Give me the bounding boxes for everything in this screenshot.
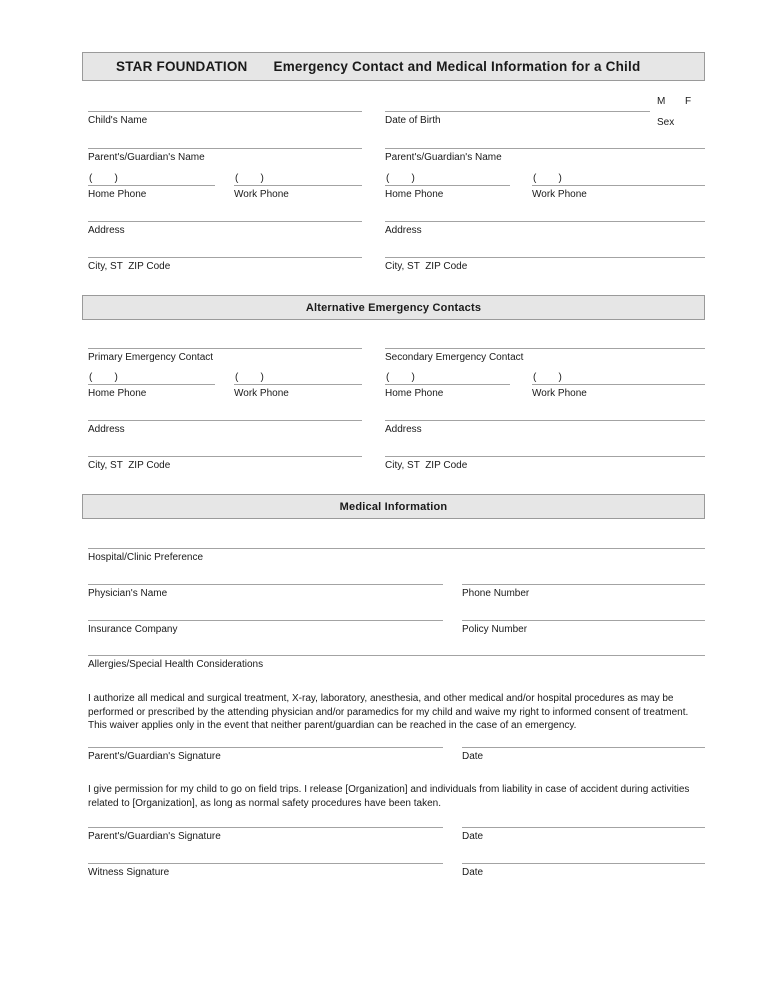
- parent1-work-phone-field[interactable]: [234, 173, 362, 200]
- primary-contact-name-field[interactable]: [88, 348, 362, 363]
- parent2-name-field[interactable]: [385, 148, 705, 163]
- date-label: Date: [462, 867, 484, 878]
- home-phone-label: Home Phone: [88, 189, 147, 200]
- witness-date-field[interactable]: [462, 863, 705, 878]
- physician-phone-field[interactable]: [462, 584, 705, 599]
- date-label: Date: [462, 831, 484, 842]
- phone-parens: ( ): [89, 372, 118, 383]
- organization-name: STAR FOUNDATION: [116, 59, 248, 74]
- secondary-contact-label: Secondary Emergency Contact: [385, 352, 524, 363]
- allergies-label: Allergies/Special Health Considerations: [88, 659, 264, 670]
- authorization-date-field[interactable]: [462, 747, 705, 762]
- alternative-contacts-title: Alternative Emergency Contacts: [305, 301, 482, 314]
- insurance-company-label: Insurance Company: [88, 624, 178, 635]
- parent2-name-label: Parent's/Guardian's Name: [385, 152, 502, 163]
- city-st-zip-label: City, ST ZIP Code: [88, 460, 171, 471]
- phone-parens: ( ): [235, 173, 264, 184]
- insurance-company-field[interactable]: [88, 620, 443, 635]
- work-phone-label: Work Phone: [532, 189, 587, 200]
- phone-parens: ( ): [386, 372, 415, 383]
- witness-signature-field[interactable]: [88, 863, 443, 878]
- parent1-name-field[interactable]: [88, 148, 362, 163]
- parent1-city-field[interactable]: [88, 257, 362, 272]
- guardian-signature-label: Parent's/Guardian's Signature: [88, 831, 221, 842]
- city-st-zip-label: City, ST ZIP Code: [385, 460, 468, 471]
- address-label: Address: [88, 225, 125, 236]
- phone-number-label: Phone Number: [462, 588, 530, 599]
- medical-information-title: Medical Information: [339, 500, 448, 513]
- primary-address-field[interactable]: [88, 420, 362, 435]
- date-of-birth-label: Date of Birth: [385, 115, 441, 126]
- city-st-zip-label: City, ST ZIP Code: [88, 261, 171, 272]
- childs-name-field[interactable]: [88, 111, 362, 126]
- parent2-home-phone-field[interactable]: [385, 173, 510, 200]
- address-label: Address: [385, 424, 422, 435]
- secondary-home-phone-field[interactable]: [385, 372, 510, 399]
- physician-name-label: Physician's Name: [88, 588, 168, 599]
- work-phone-label: Work Phone: [532, 388, 587, 399]
- phone-parens: ( ): [89, 173, 118, 184]
- primary-home-phone-field[interactable]: [88, 372, 215, 399]
- home-phone-label: Home Phone: [385, 189, 444, 200]
- address-label: Address: [385, 225, 422, 236]
- address-label: Address: [88, 424, 125, 435]
- phone-parens: ( ): [235, 372, 264, 383]
- phone-parens: ( ): [533, 372, 562, 383]
- allergies-field[interactable]: [88, 655, 705, 670]
- phone-parens: ( ): [386, 173, 415, 184]
- work-phone-label: Work Phone: [234, 189, 289, 200]
- phone-parens: ( ): [533, 173, 562, 184]
- parent2-city-field[interactable]: [385, 257, 705, 272]
- primary-work-phone-field[interactable]: [234, 372, 362, 399]
- alternative-contacts-header: [82, 295, 705, 320]
- hospital-preference-field[interactable]: [88, 548, 705, 563]
- date-label: Date: [462, 751, 484, 762]
- home-phone-label: Home Phone: [385, 388, 444, 399]
- parent1-home-phone-field[interactable]: [88, 173, 215, 200]
- date-of-birth-field[interactable]: [385, 111, 650, 126]
- secondary-city-field[interactable]: [385, 456, 705, 471]
- guardian-signature-label: Parent's/Guardian's Signature: [88, 751, 221, 762]
- authorization-signature-field[interactable]: [88, 747, 443, 762]
- home-phone-label: Home Phone: [88, 388, 147, 399]
- policy-number-label: Policy Number: [462, 624, 528, 635]
- parent1-name-label: Parent's/Guardian's Name: [88, 152, 205, 163]
- sex-option-male[interactable]: M: [657, 96, 666, 107]
- childs-name-label: Child's Name: [88, 115, 148, 126]
- primary-contact-label: Primary Emergency Contact: [88, 352, 214, 363]
- sex-option-female[interactable]: F: [685, 96, 692, 107]
- secondary-work-phone-field[interactable]: [532, 372, 705, 399]
- authorization-paragraph: I authorize all medical and surgical treatment, X-ray, laboratory, anesthesia, and other medical and/or hospital procedures as may be performed or prescribed by the attending physician and/or paramedics for my child and waive my right to informed consent of treatment. This waiver applies only in the event that neither parent/guardian can be reached in the case of an emergency.: [88, 693, 689, 731]
- work-phone-label: Work Phone: [234, 388, 289, 399]
- city-st-zip-label: City, ST ZIP Code: [385, 261, 468, 272]
- primary-city-field[interactable]: [88, 456, 362, 471]
- field-trips-signature-field[interactable]: [88, 827, 443, 842]
- parent2-work-phone-field[interactable]: [532, 173, 705, 200]
- sex-label: Sex: [657, 117, 675, 128]
- policy-number-field[interactable]: [462, 620, 705, 635]
- medical-information-header: [82, 494, 705, 519]
- field-trips-date-field[interactable]: [462, 827, 705, 842]
- physician-name-field[interactable]: [88, 584, 443, 599]
- parent2-address-field[interactable]: [385, 221, 705, 236]
- witness-signature-label: Witness Signature: [88, 867, 170, 878]
- secondary-contact-name-field[interactable]: [385, 348, 705, 363]
- form-title: Emergency Contact and Medical Information for a Child: [273, 59, 641, 74]
- field-trips-paragraph: I give permission for my child to go on field trips. I release [Organization] and individuals from liability in case of accident during activities related to [Organization], as long as normal safety procedures have been taken.: [88, 784, 690, 809]
- secondary-address-field[interactable]: [385, 420, 705, 435]
- form-title-bar: [82, 52, 705, 81]
- parent1-address-field[interactable]: [88, 221, 362, 236]
- hospital-preference-label: Hospital/Clinic Preference: [88, 552, 204, 563]
